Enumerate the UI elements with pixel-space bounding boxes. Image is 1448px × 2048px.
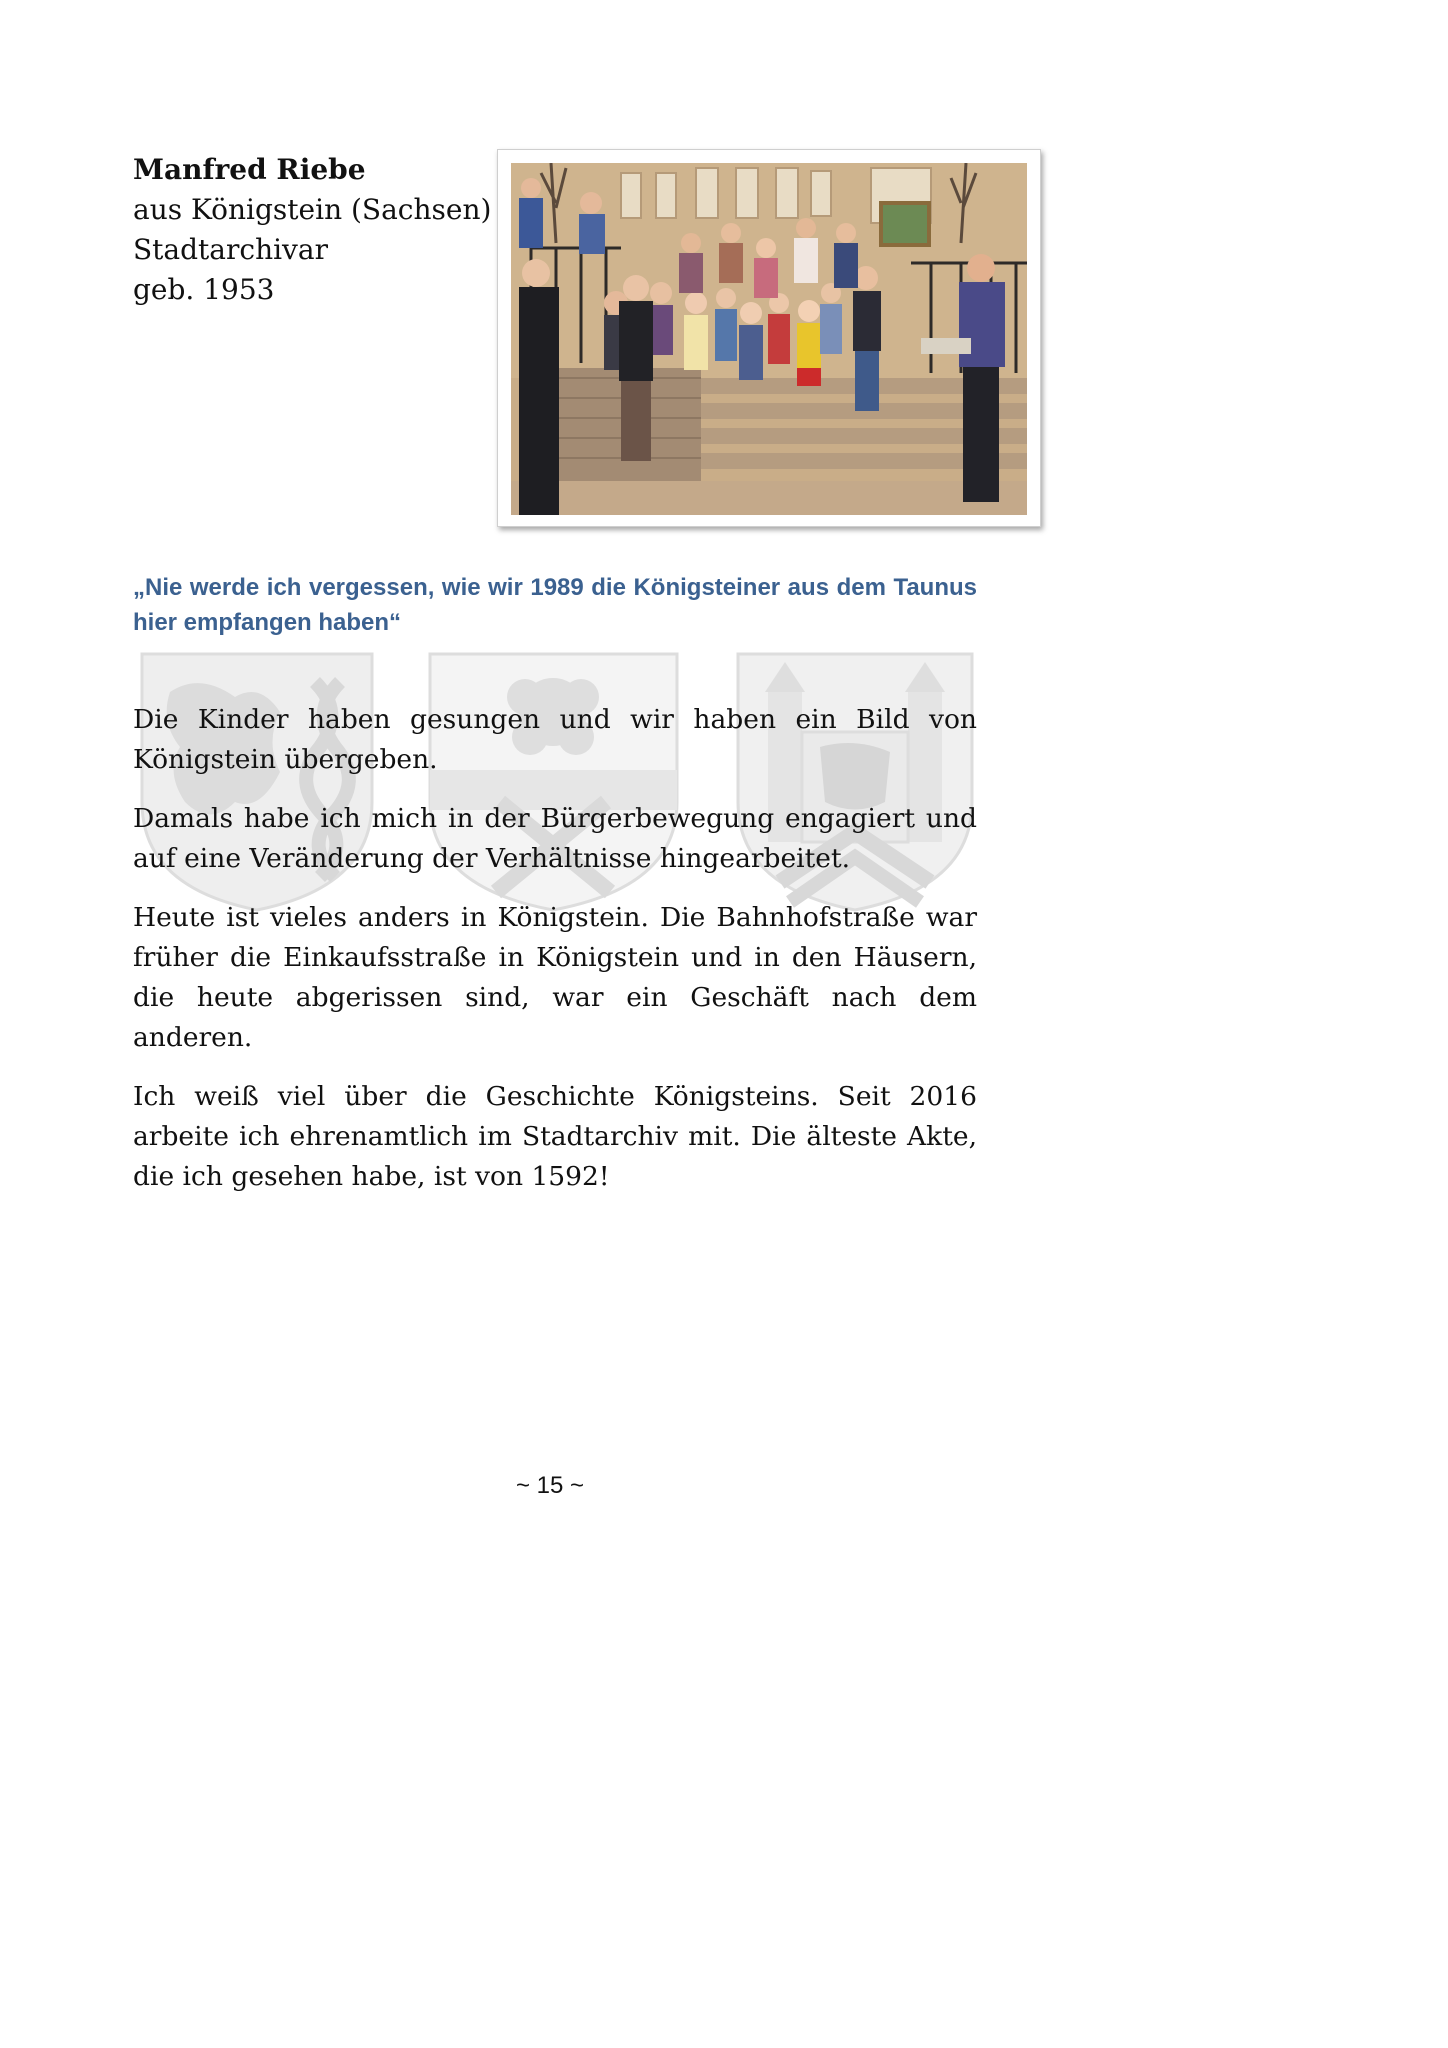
person-origin: aus Königstein (Sachsen) [133,193,492,226]
person-profile [133,150,491,310]
paragraph: Die Kinder haben gesungen und wir haben ein Bild von Königstein übergeben. [133,704,977,775]
paragraph: Damals habe ich mich in der Bürgerbewegung engagiert und auf eine Veränderung der Verhältnisse hingearbeitet. [133,803,977,874]
body-text [133,700,977,1216]
paragraph: Heute ist vieles anders in Königstein. Die Bahnhofstraße war früher die Einkaufsstraße in Königstein und in den Häusern, die heute abgerissen sind, war ein Geschäft nach dem anderen. [133,902,977,1053]
paragraph: Ich weiß viel über die Geschichte Königsteins. Seit 2016 arbeite ich ehrenamtlich im Stadtarchiv mit. Die älteste Akte, die ich gesehen habe, ist von 1592! [133,1081,977,1192]
group-photo [497,149,1041,527]
group-photo-image [511,163,1027,515]
page-number: ~ 15 ~ [515,1472,585,1499]
person-birth: geb. 1953 [133,273,275,306]
person-role: Stadtarchivar [133,233,328,266]
highlight-quote: „Nie werde ich vergessen, wie wir 1989 die Königsteiner aus dem Taunus hier empfangen haben“ [133,574,977,636]
person-name: Manfred Riebe [133,153,366,186]
